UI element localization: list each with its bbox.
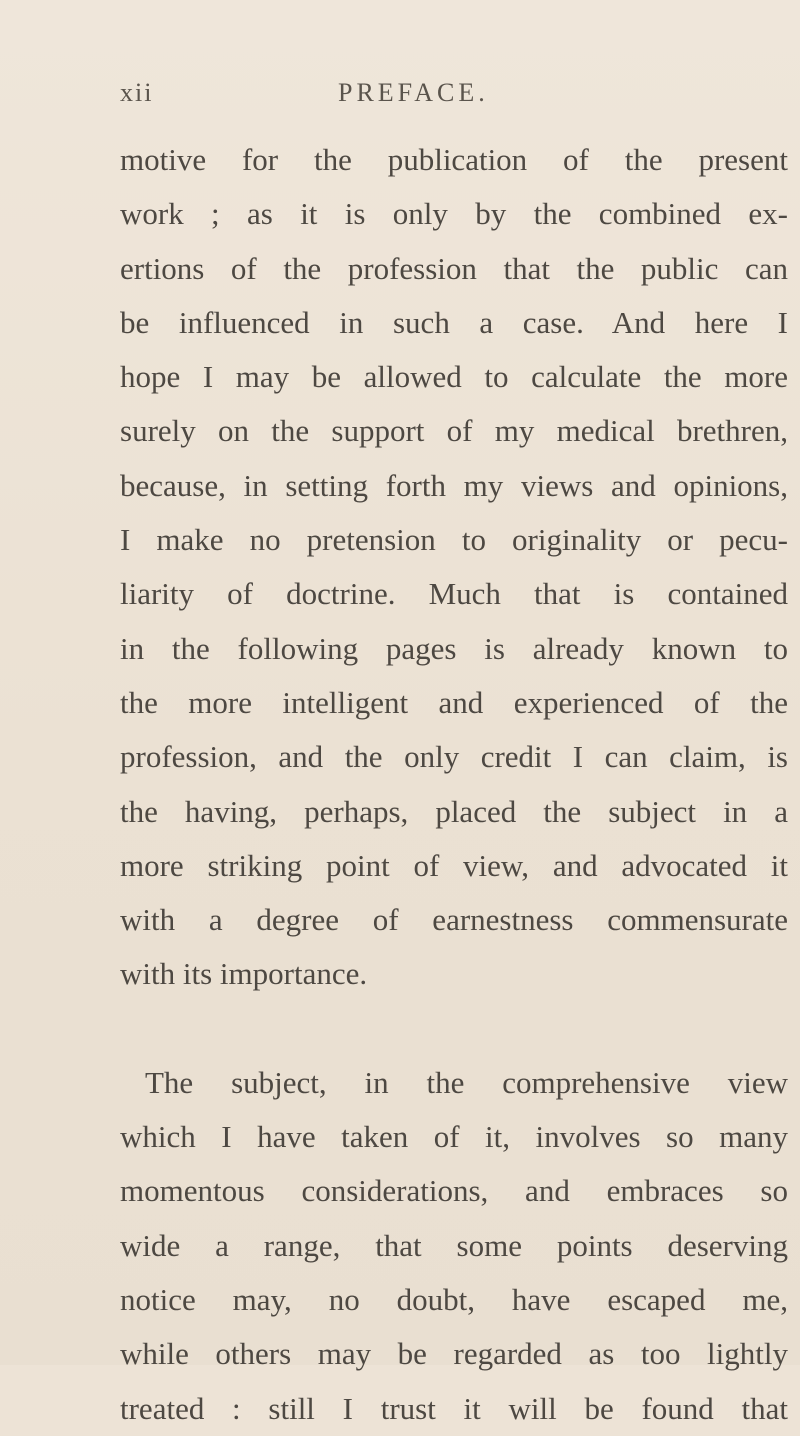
text-line: momentous considerations, and embraces so <box>120 1173 788 1209</box>
page-number: xii <box>120 78 154 107</box>
paragraph-1 <box>120 133 788 1002</box>
page-header <box>120 78 760 118</box>
text-line: be influenced in such a case. And here I <box>120 304 788 340</box>
text-line: I make no pretension to originality or pecu- <box>120 522 788 558</box>
text-line: because, in setting forth my views and opinions, <box>120 467 788 503</box>
text-line: with a degree of earnestness commensurate <box>120 902 788 938</box>
paragraph-2 <box>120 1056 788 1436</box>
text-line: with its importance. <box>120 956 368 992</box>
text-line: ertions of the profession that the public can <box>120 250 788 286</box>
text-line: in the following pages is already known to <box>120 630 788 666</box>
text-line: while others may be regarded as too lightly <box>120 1336 788 1372</box>
text-line: work ; as it is only by the combined ex- <box>120 196 788 232</box>
text-line: which I have taken of it, involves so many <box>120 1119 788 1155</box>
text-line: hope I may be allowed to calculate the more <box>120 359 788 395</box>
text-line: the more intelligent and experienced of the <box>120 684 788 720</box>
text-line: profession, and the only credit I can claim, is <box>120 739 788 775</box>
text-line: wide a range, that some points deserving <box>120 1227 788 1263</box>
text-line: surely on the support of my medical brethren, <box>120 413 788 449</box>
text-line: motive for the publication of the present <box>120 142 788 177</box>
text-line: liarity of doctrine. Much that is contained <box>120 576 788 612</box>
text-line: notice may, no doubt, have escaped me, <box>120 1281 788 1317</box>
paragraph-gap <box>120 1002 788 1056</box>
text-line: the having, perhaps, placed the subject in a <box>120 793 788 829</box>
text-line: treated : still I trust it will be found that <box>120 1390 788 1426</box>
body-text <box>120 133 788 1436</box>
text-line: more striking point of view, and advocated it <box>120 847 788 883</box>
running-head: PREFACE. <box>338 78 489 107</box>
text-line: The subject, in the comprehensive view <box>145 1064 788 1100</box>
